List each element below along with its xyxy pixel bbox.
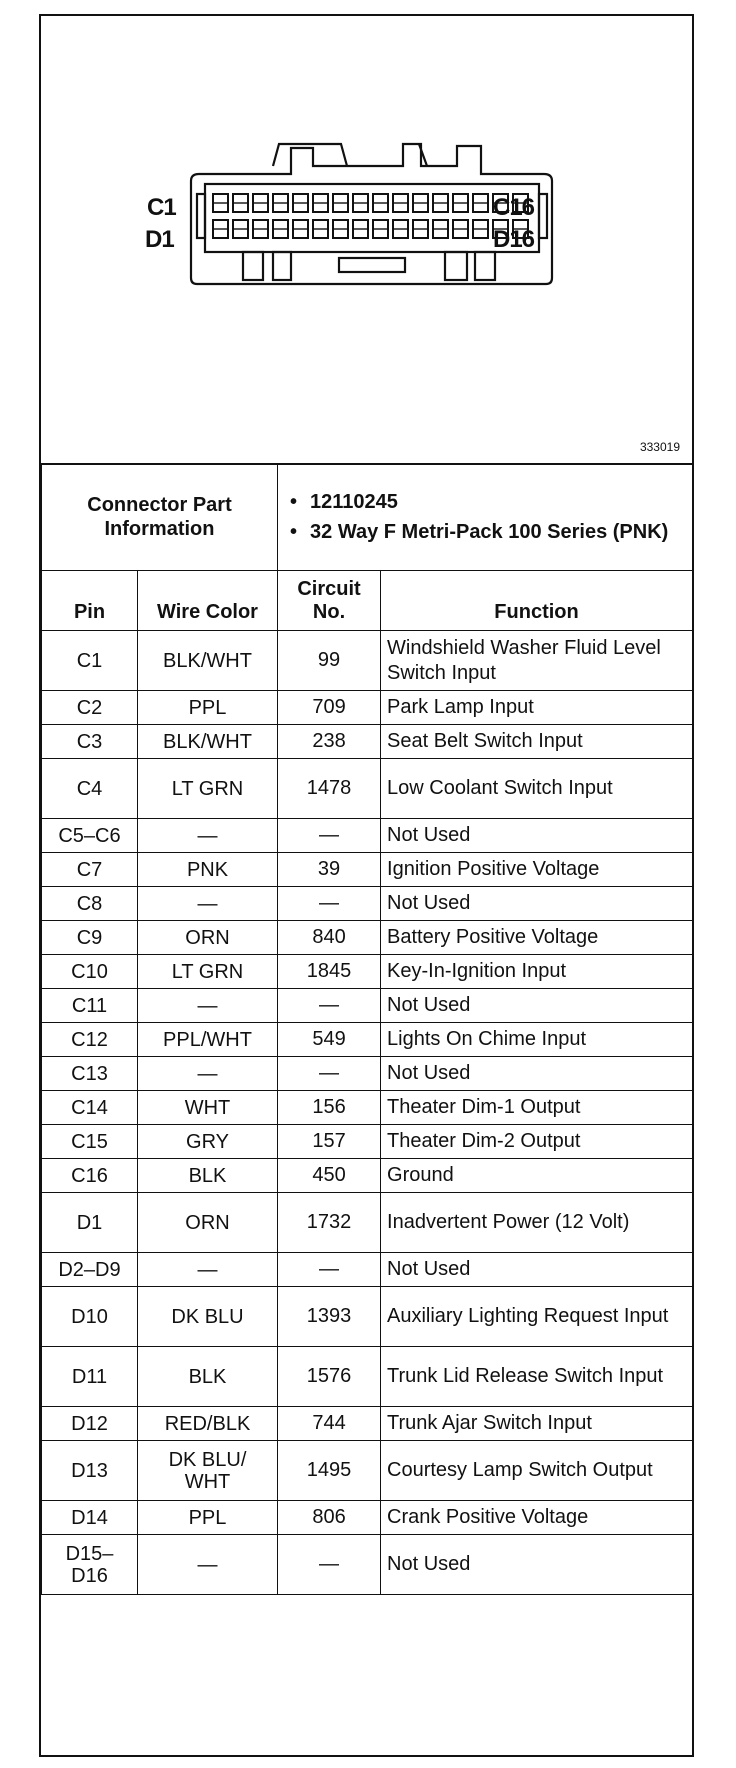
function-cell: Trunk Ajar Switch Input [381, 1407, 693, 1441]
label-c16: C16 [493, 194, 535, 221]
label-d16: D16 [493, 226, 535, 253]
connector-slot [339, 258, 405, 272]
connector-guide [539, 194, 547, 238]
wire-color-cell: WHT [138, 1091, 278, 1125]
table-row [42, 725, 693, 759]
pin-cell: C10 [42, 955, 138, 989]
table-row [42, 759, 693, 819]
pin-cell: C9 [42, 921, 138, 955]
connector-key [445, 252, 467, 280]
wire-color-cell: BLK [138, 1159, 278, 1193]
pinout-table [41, 463, 693, 1595]
wire-color-cell: — [138, 1253, 278, 1287]
function-cell: Not Used [381, 1535, 693, 1595]
function-cell: Not Used [381, 819, 693, 853]
table-body [42, 631, 693, 1595]
wire-color-cell: BLK [138, 1347, 278, 1407]
pin-cell: C16 [42, 1159, 138, 1193]
table-row [42, 1159, 693, 1193]
function-cell: Windshield Washer Fluid Level Switch Input [381, 631, 693, 691]
connector-key [475, 252, 495, 280]
circuit-cell: — [278, 1253, 381, 1287]
circuit-cell: — [278, 1057, 381, 1091]
pin-cell: D1 [42, 1193, 138, 1253]
figure-number: 333019 [639, 440, 680, 454]
circuit-cell: 840 [278, 921, 381, 955]
wire-color-cell: BLK/WHT [138, 631, 278, 691]
connector-info-item: • 32 Way F Metri-Pack 100 Series (PNK) [288, 520, 686, 544]
header-pin: Pin [42, 571, 138, 631]
pin-cell: C7 [42, 853, 138, 887]
pin-cell: C15 [42, 1125, 138, 1159]
label-d1: D1 [145, 226, 174, 253]
table-header [42, 571, 693, 631]
circuit-cell: 450 [278, 1159, 381, 1193]
circuit-cell: 39 [278, 853, 381, 887]
connector-key [243, 252, 263, 280]
wire-color-cell: PPL/WHT [138, 1023, 278, 1057]
wire-color-cell: DK BLU [138, 1287, 278, 1347]
circuit-cell: — [278, 989, 381, 1023]
table-row [42, 1535, 693, 1595]
pin-cell: C5–C6 [42, 819, 138, 853]
circuit-cell: 99 [278, 631, 381, 691]
table-row [42, 1023, 693, 1057]
function-cell: Not Used [381, 1253, 693, 1287]
pin-cell: C8 [42, 887, 138, 921]
function-cell: Low Coolant Switch Input [381, 759, 693, 819]
circuit-cell: 238 [278, 725, 381, 759]
function-cell: Crank Positive Voltage [381, 1501, 693, 1535]
table-row [42, 1057, 693, 1091]
function-cell: Trunk Lid Release Switch Input [381, 1347, 693, 1407]
wire-color-cell: — [138, 989, 278, 1023]
function-cell: Not Used [381, 989, 693, 1023]
header-function: Function [381, 571, 693, 631]
circuit-cell: 1495 [278, 1441, 381, 1501]
connector-info-item: • 12110245 [288, 490, 686, 514]
connector-info-title: Connector Part Information [42, 464, 278, 571]
table-row [42, 955, 693, 989]
circuit-cell: 156 [278, 1091, 381, 1125]
pin-cell: D2–D9 [42, 1253, 138, 1287]
table-row [42, 631, 693, 691]
wire-color-cell: GRY [138, 1125, 278, 1159]
circuit-cell: 1393 [278, 1287, 381, 1347]
pin-cell: D13 [42, 1441, 138, 1501]
circuit-cell: — [278, 887, 381, 921]
circuit-cell: — [278, 819, 381, 853]
pin-cell: C11 [42, 989, 138, 1023]
connector-sheet [39, 14, 694, 1757]
pin-cell: D12 [42, 1407, 138, 1441]
pin-cell: C12 [42, 1023, 138, 1057]
table-row [42, 887, 693, 921]
table-row [42, 1501, 693, 1535]
pin-cell: D15– D16 [42, 1535, 138, 1595]
connector-info-row [42, 464, 693, 571]
wire-color-cell: BLK/WHT [138, 725, 278, 759]
table-row [42, 819, 693, 853]
pin-cell: D14 [42, 1501, 138, 1535]
label-c1: C1 [147, 194, 176, 221]
table-row [42, 1091, 693, 1125]
wire-color-cell: LT GRN [138, 759, 278, 819]
pin-cell: C2 [42, 691, 138, 725]
function-cell: Key-In-Ignition Input [381, 955, 693, 989]
pin-cell: D10 [42, 1287, 138, 1347]
table-row [42, 691, 693, 725]
table-row [42, 1125, 693, 1159]
wire-color-cell: ORN [138, 921, 278, 955]
wire-color-cell: — [138, 1057, 278, 1091]
table-row [42, 1193, 693, 1253]
function-cell: Not Used [381, 1057, 693, 1091]
table-row [42, 1441, 693, 1501]
circuit-cell: 157 [278, 1125, 381, 1159]
circuit-cell: 709 [278, 691, 381, 725]
table-row [42, 1347, 693, 1407]
pin-cell: C3 [42, 725, 138, 759]
function-cell: Lights On Chime Input [381, 1023, 693, 1057]
connector-key [273, 252, 291, 280]
function-cell: Courtesy Lamp Switch Output [381, 1441, 693, 1501]
wire-color-cell: PPL [138, 691, 278, 725]
header-circuit: Circuit No. [278, 571, 381, 631]
wire-color-cell: — [138, 1535, 278, 1595]
table-row [42, 989, 693, 1023]
table-row [42, 1407, 693, 1441]
table-row [42, 1287, 693, 1347]
function-cell: Ignition Positive Voltage [381, 853, 693, 887]
function-cell: Inadvertent Power (12 Volt) [381, 1193, 693, 1253]
function-cell: Not Used [381, 887, 693, 921]
header-wire-color: Wire Color [138, 571, 278, 631]
function-cell: Theater Dim-1 Output [381, 1091, 693, 1125]
connector-drawing [41, 16, 692, 463]
wire-color-cell: — [138, 819, 278, 853]
wire-color-cell: — [138, 887, 278, 921]
wire-color-cell: PNK [138, 853, 278, 887]
wire-color-cell: RED/BLK [138, 1407, 278, 1441]
function-cell: Battery Positive Voltage [381, 921, 693, 955]
function-cell: Theater Dim-2 Output [381, 1125, 693, 1159]
circuit-cell: 744 [278, 1407, 381, 1441]
function-cell: Park Lamp Input [381, 691, 693, 725]
circuit-cell: 1845 [278, 955, 381, 989]
table-row [42, 853, 693, 887]
function-cell: Seat Belt Switch Input [381, 725, 693, 759]
wire-color-cell: LT GRN [138, 955, 278, 989]
pin-cell: C1 [42, 631, 138, 691]
circuit-cell: — [278, 1535, 381, 1595]
function-cell: Ground [381, 1159, 693, 1193]
connector-info-list [278, 464, 693, 571]
table-row [42, 1253, 693, 1287]
circuit-cell: 1478 [278, 759, 381, 819]
pin-cell: D11 [42, 1347, 138, 1407]
wire-color-cell: PPL [138, 1501, 278, 1535]
connector-diagram [41, 16, 692, 465]
wire-color-cell: ORN [138, 1193, 278, 1253]
function-cell: Auxiliary Lighting Request Input [381, 1287, 693, 1347]
pin-cell: C13 [42, 1057, 138, 1091]
circuit-cell: 1576 [278, 1347, 381, 1407]
pin-cell: C4 [42, 759, 138, 819]
connector-guide [197, 194, 205, 238]
table-row [42, 921, 693, 955]
wire-color-cell: DK BLU/ WHT [138, 1441, 278, 1501]
pin-cell: C14 [42, 1091, 138, 1125]
circuit-cell: 549 [278, 1023, 381, 1057]
circuit-cell: 806 [278, 1501, 381, 1535]
circuit-cell: 1732 [278, 1193, 381, 1253]
